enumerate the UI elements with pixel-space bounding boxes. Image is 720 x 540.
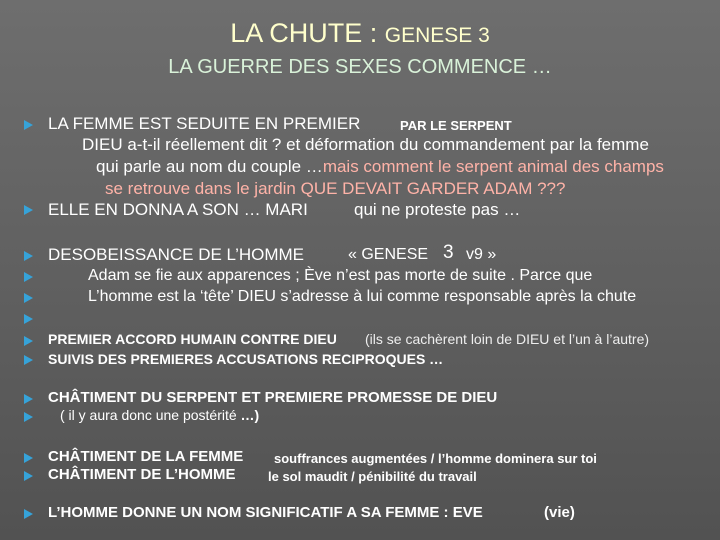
point-accusations: SUIVIS DES PREMIERES ACCUSATIONS RECIPROQUES …	[48, 351, 444, 367]
point-gave-to-husband: ELLE EN DONNA A SON … MARI	[48, 200, 308, 219]
text-garden-question: se retrouve dans le jardin QUE DEVAIT GARDER ADAM ???	[105, 179, 566, 198]
point-eve-name: L’HOMME DONNE UN NOM SIGNIFICATIF A SA FEMME : EVE	[48, 504, 483, 521]
text-posterity-label: ( il y aura donc une postérité	[60, 407, 241, 423]
text-genesis-chapter: 3	[443, 242, 454, 263]
bullet-icon	[24, 314, 33, 324]
bullet-icon	[24, 394, 33, 404]
text-eve-meaning: (vie)	[544, 504, 575, 521]
bullet-icon	[24, 251, 33, 261]
bullet-icon	[24, 453, 33, 463]
text-couple: qui parle au nom du couple …	[96, 157, 323, 176]
bullet-icon	[24, 205, 33, 215]
title-reference: GENESE 3	[384, 24, 490, 47]
slide-subtitle: LA GUERRE DES SEXES COMMENCE …	[168, 56, 552, 78]
text-serpent-question: mais comment le serpent animal des champs	[322, 157, 664, 176]
text-genesis-verse: v9 »	[466, 246, 497, 263]
point-woman-punishment: CHÂTIMENT DE LA FEMME	[48, 448, 244, 465]
point-by-serpent: PAR LE SERPENT	[400, 118, 512, 133]
text-distortion: DIEU a-t-il réellement dit ? et déformation du commandement par la femme	[82, 135, 649, 154]
text-man-punishment-detail: le sol maudit / pénibilité du travail	[268, 469, 477, 484]
title-main: LA CHUTE :	[230, 18, 385, 48]
slide-title	[0, 18, 720, 49]
bullet-icon	[24, 293, 33, 303]
text-speaks-for-couple	[96, 157, 664, 177]
text-posterity-end: …)	[240, 407, 260, 423]
point-woman-seduced: LA FEMME EST SEDUITE EN PREMIER	[48, 114, 361, 133]
text-woman-punishment-detail: souffrances augmentées / l’homme dominera sur toi	[274, 451, 597, 466]
bullet-icon	[24, 471, 33, 481]
bullet-icon	[24, 355, 33, 365]
bullet-icon	[24, 120, 33, 130]
text-posterity	[60, 407, 259, 423]
point-first-accord: PREMIER ACCORD HUMAIN CONTRE DIEU	[48, 331, 337, 347]
point-serpent-punishment: CHÂTIMENT DU SERPENT ET PREMIERE PROMESSE DE DIEU	[48, 389, 498, 406]
bullet-icon	[24, 509, 33, 519]
bullet-icon	[24, 412, 33, 422]
point-disobedience: DESOBEISSANCE DE L’HOMME	[48, 245, 305, 264]
point-man-punishment: CHÂTIMENT DE L’HOMME	[48, 466, 236, 483]
bullet-icon	[24, 272, 33, 282]
point-man-head: L’homme est la ‘tête’ DIEU s’adresse à lui comme responsable après la chute	[88, 288, 637, 305]
bullet-icon	[24, 336, 33, 346]
point-adam-appearances: Adam se fie aux apparences ; Ève n’est pas morte de suite . Parce que	[88, 267, 593, 284]
text-genesis-ref: « GENESE	[348, 246, 429, 263]
text-no-protest: qui ne proteste pas …	[354, 200, 521, 219]
text-they-hid: (ils se cachèrent loin de DIEU et l’un à l’autre)	[365, 331, 650, 347]
